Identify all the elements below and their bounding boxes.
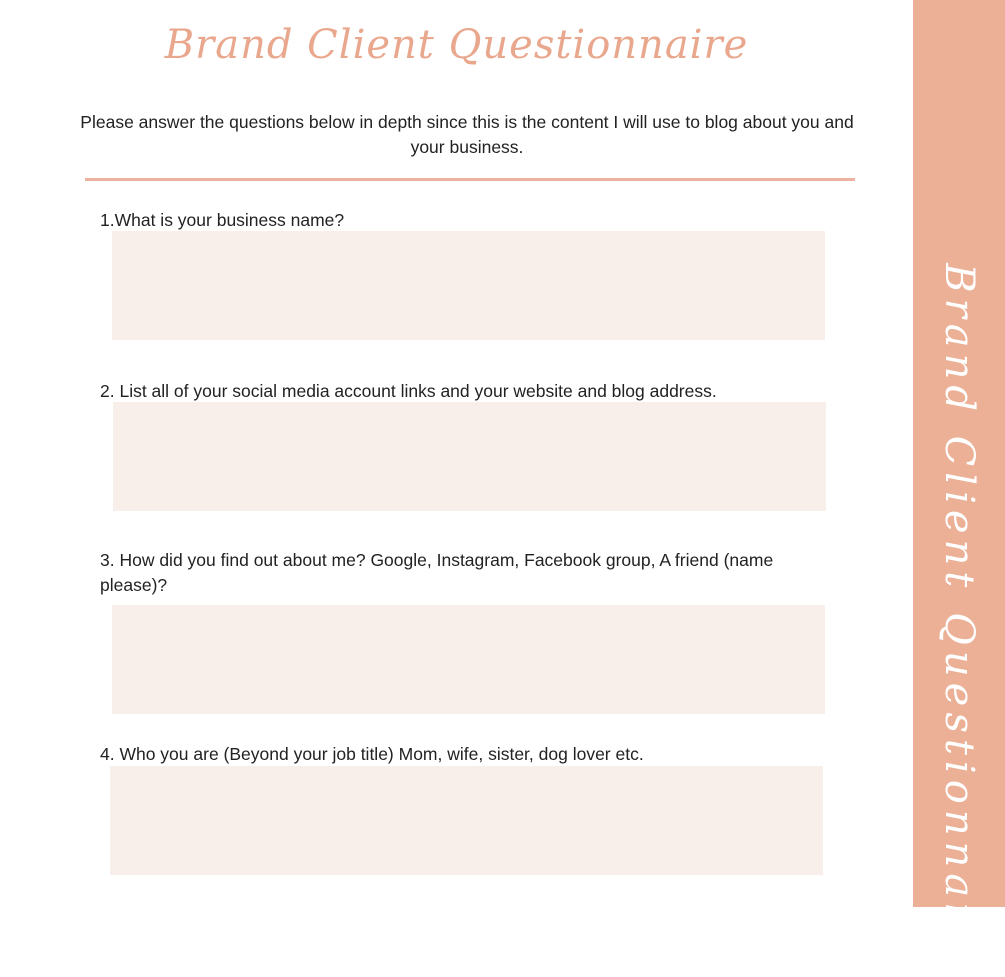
question-4-label: 4. Who you are (Beyond your job title) Mom, wife, sister, dog lover etc.: [100, 744, 644, 764]
question-1-answer-field[interactable]: [112, 231, 825, 340]
question-2-answer-field[interactable]: [113, 402, 826, 511]
question-3-answer-field[interactable]: [112, 605, 825, 714]
question-1-label: 1.What is your business name?: [100, 210, 345, 230]
question-3-label: 3. How did you find out about me? Google, Instagram, Facebook group, A friend (name please)?: [100, 550, 774, 595]
sidebar-title: Brand Client Questionnaire: [936, 263, 982, 977]
question-2-label: 2. List all of your social media account links and your website and blog address.: [100, 381, 717, 401]
sidebar-accent-panel: [913, 0, 1005, 977]
divider: [85, 178, 855, 181]
intro-text: Please answer the questions below in depth since this is the content I will use to blog about you and your business.: [80, 112, 854, 157]
question-4-answer-field[interactable]: [110, 766, 823, 875]
page-title: Brand Client Questionnaire: [164, 22, 749, 68]
